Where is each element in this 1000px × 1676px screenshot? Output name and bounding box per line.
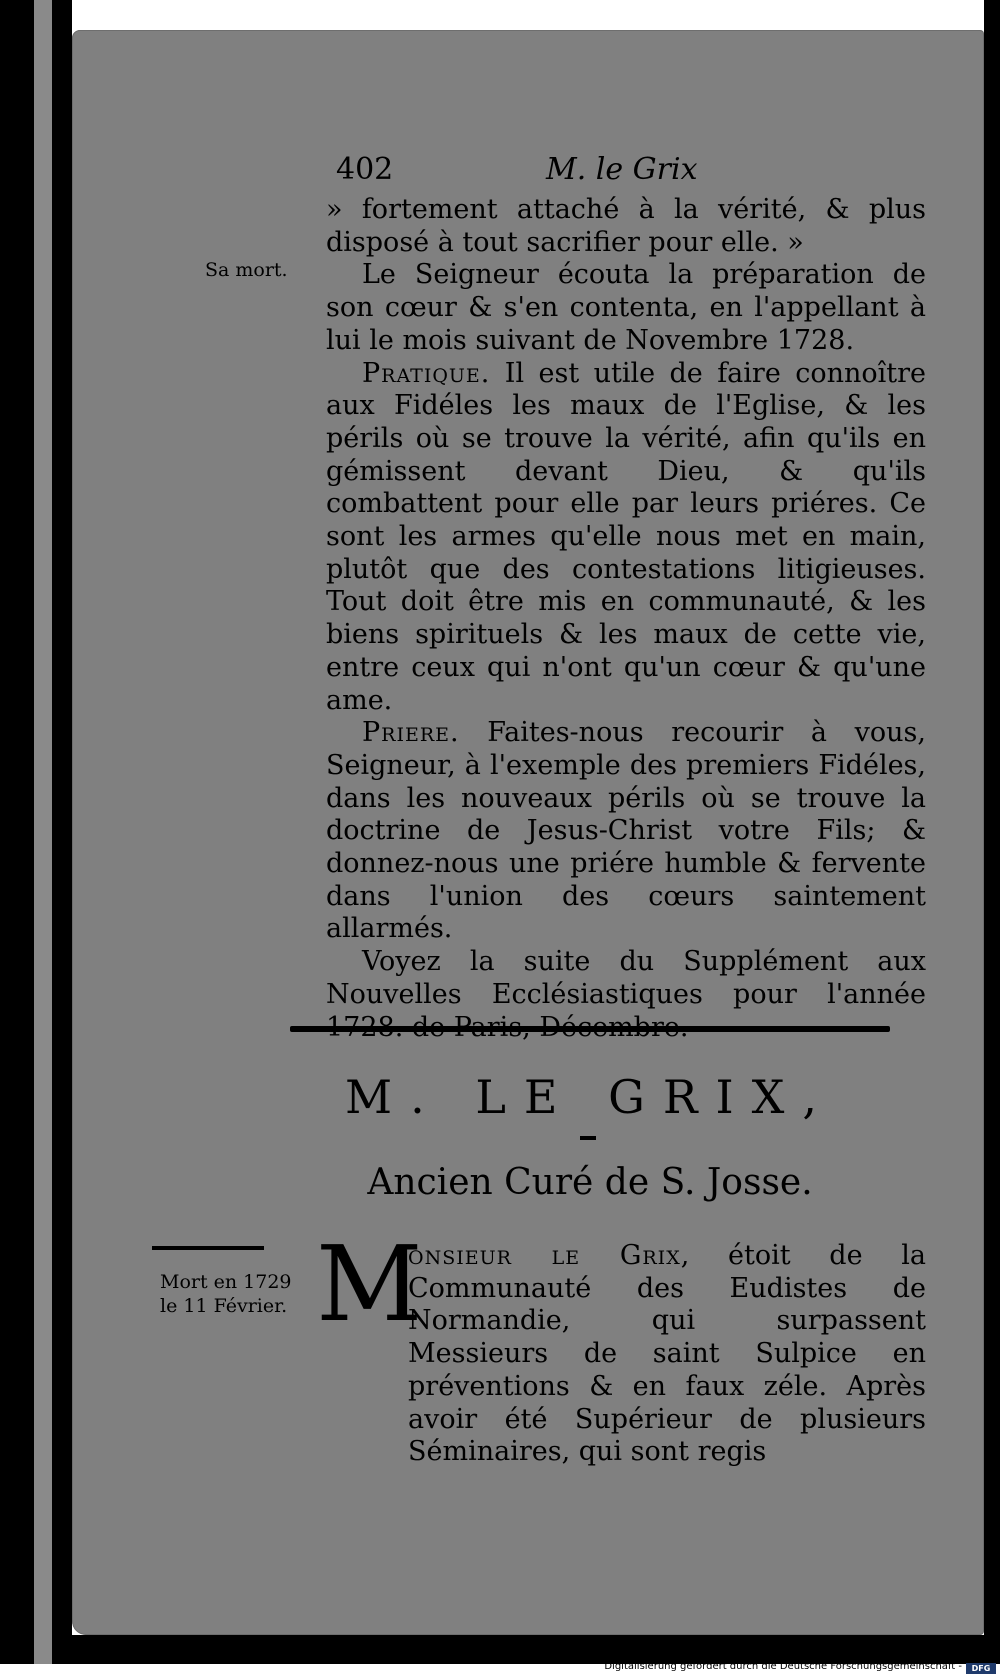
page-number: 402 (336, 152, 394, 187)
voyez-paragraph: Voyez la suite du Supplément aux Nouvelles Ecclésiastiques pour l'année (326, 946, 926, 1010)
scan-bottom-edge (72, 1635, 1000, 1664)
final-paragraph (326, 1240, 926, 1469)
title-ornament (580, 1136, 596, 1140)
pratique-label: Pratique. (362, 357, 491, 389)
page-header (336, 152, 956, 192)
scan-right-edge (984, 0, 1000, 1664)
final-smallcaps: onsieur le Grix (408, 1240, 681, 1271)
drop-cap: M (316, 1223, 423, 1345)
book-spine-shadow (0, 0, 34, 1664)
priere-paragraph (326, 717, 926, 946)
margin-note-death: Sa mort. (205, 259, 288, 281)
priere-label: Priere. (362, 717, 460, 749)
main-text-top (326, 194, 926, 1044)
pratique-paragraph (326, 358, 926, 718)
book-gutter (52, 0, 72, 1664)
dfg-logo-icon: DFG (966, 1663, 996, 1674)
section-divider (290, 1026, 890, 1032)
final-text: , étoit de la Communauté des Eudistes de Normandie, qui surpassent Messieurs de saint Sulpice en préventions & en faux zéle. Après avoir été Supérieur de plusieurs Séminaires, qui sont regis (408, 1240, 926, 1468)
priere-text: Faites-nous recourir à vous, Seigneur, à l'exemple des premiers Fidéles, dans les nouveaux périls où se trouve la doctrine de Jesus-Christ votre Fils; & donnez-nous une priére humble & fervente dans l'union des cœurs saintement allarmés. (326, 717, 926, 945)
margin-note-died (160, 1270, 292, 1318)
margin-note-died-line2: le 11 Février. (160, 1295, 288, 1317)
margin-rule (152, 1246, 264, 1250)
section-title: M. LE GRIX, (344, 1070, 835, 1124)
section-subtitle: Ancien Curé de S. Josse. (367, 1162, 813, 1203)
footer-credit: Digitalisierung gefördert durch die Deutsche Forschungsgemeinschaft - (604, 1661, 962, 1672)
main-text-bottom (326, 1240, 926, 1469)
death-paragraph: Le Seigneur écouta la préparation de son cœur & s'en contenta, en l'appellant à lui le mois suivant de Novembre 1728. (326, 259, 926, 356)
pratique-text: Il est utile de faire connoître aux Fidéles les maux de l'Eglise, & les périls où se trouve la vérité, afin qu'ils en gémissent devant Dieu, & qu'ils combattent pour elle par leurs priéres. Ce sont les armes qu'elle nous met en main, plutôt que des contestations litigieuses. Tout doit être mis en communauté, & les biens spirituels & les maux de cette vie, entre ceux qui n'ont qu'un cœur & qu'une ame. (326, 357, 926, 716)
book-spine-strip (34, 0, 52, 1664)
margin-note-died-line1: Mort en 1729 (160, 1271, 292, 1293)
quote-paragraph: » fortement attaché à la vérité, & plus disposé à tout sacrifier pour elle. » (326, 194, 926, 258)
running-title: M. le Grix (546, 152, 698, 187)
